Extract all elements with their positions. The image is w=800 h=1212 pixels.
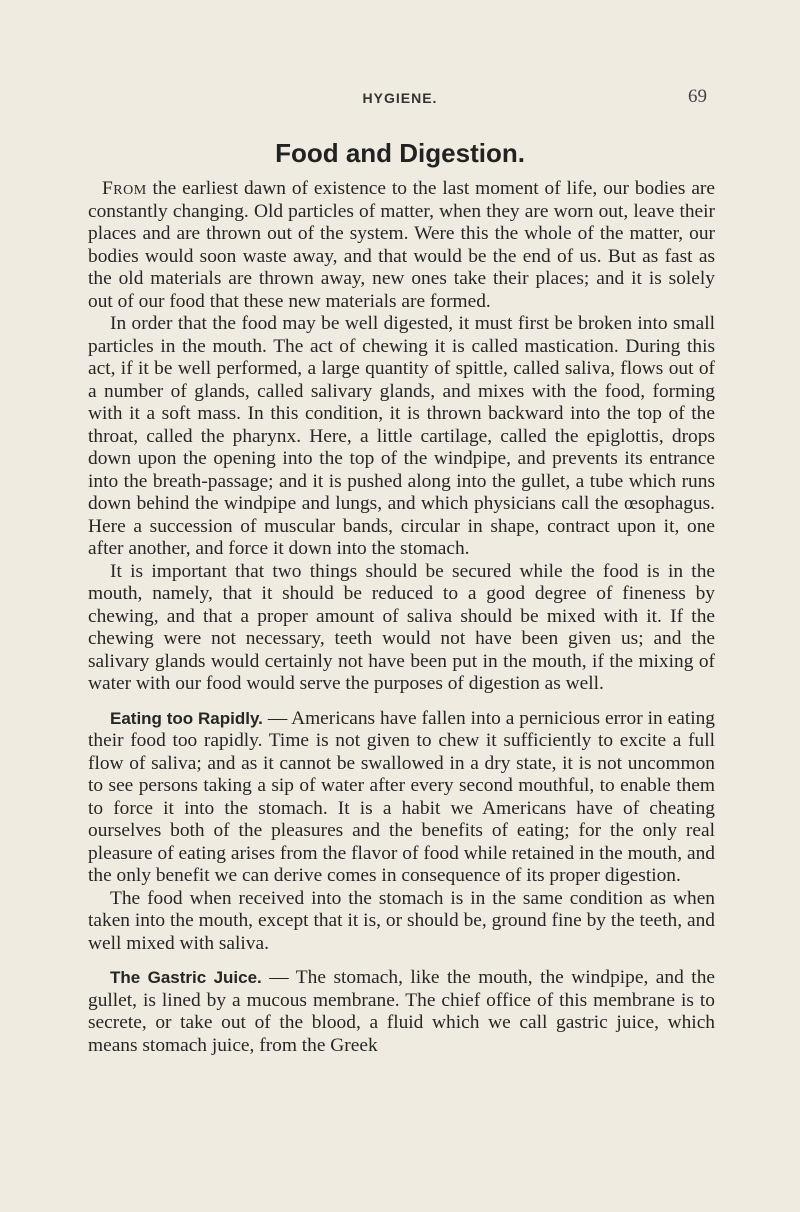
paragraph-3: It is important that two things should be secured while the food is in the mouth, namely, that it should be reduced to a good degree of fineness by chewing, and that a proper amount of saliva should be mixed with it. If the chewing were not necessary, teeth would not have been given us; and the salivary glands would certainly not have been put in the mouth, if the mixing of water with our food would serve the purposes of digestion as well. [88,560,715,694]
paragraph-1-lead: From [102,178,147,199]
page-number: 69 [688,86,707,107]
paragraph-1-body: the earliest dawn of existence to the last moment of life, our bodies are constantly changing. Old particles of matter, when they are worn out, leave their places and are thrown out of the system. Were this the whole of the matter, our bodies would soon waste away, and that would be the end of us. But as fast as the old materials are thrown away, new ones take their places; and it is solely out of our food that these new materials are formed. [88,178,715,312]
paragraph-2: In order that the food may be well digested, it must first be broken into small particles in the mouth. The act of chewing it is called mastication. During this act, if it be well performed, a large quantity of spittle, called saliva, flows out of a number of glands, called salivary glands, and mixes with the food, forming with it a soft mass. In this condition, it is thrown backward into the top of the throat, called the pharynx. Here, a little cartilage, called the epiglottis, drops down upon the opening into the top of the windpipe, and prevents its entrance into the breath-passage; and it is pushed along into the gullet, a tube which runs down behind the windpipe and lungs, and which physicians call the œsophagus. Here a succession of muscular bands, circular in shape, contract upon it, one after another, and force it down into the stomach. [88,313,715,559]
paragraph-4-body: — Americans have fallen into a pernicious error in eating their food too rapidly. Time is not given to chew it sufficiently to excite a full flow of saliva; and as it cannot be swallowed in a dry state, it is not uncommon to see persons taking a sip of water after every second mouthful, to enable them to force it into the stomach. It is a habit we Americans have of cheating ourselves both of the pleasures and the benefits of eating; for the only real pleasure of eating arises from the flavor of food while retained in the mouth, and the only benefit we can derive comes in consequence of its proper digestion. [88,707,715,886]
paragraph-5: The food when received into the stomach is in the same condition as when taken into the mouth, except that it is, or should be, ground fine by the teeth, and well mixed with saliva. [88,887,715,954]
subheading-gastric-juice: The Gastric Juice. [110,968,262,987]
paragraph-6-body: — The stomach, like the mouth, the windpipe, and the gullet, is lined by a mucous membrane. The chief office of this membrane is to secrete, or take out of the blood, a fluid which we call gastric juice, which means stomach juice, from the Greek [88,967,715,1056]
running-head [0,86,800,110]
body-text [88,178,715,1057]
running-title: HYGIENE. [362,90,438,106]
paragraph-4 [88,708,715,888]
section-title: Food and Digestion. [275,138,525,168]
subheading-eating-too-rapidly: Eating too Rapidly. [110,708,263,728]
paragraph-6 [88,967,715,1057]
paragraph-1 [88,178,715,313]
